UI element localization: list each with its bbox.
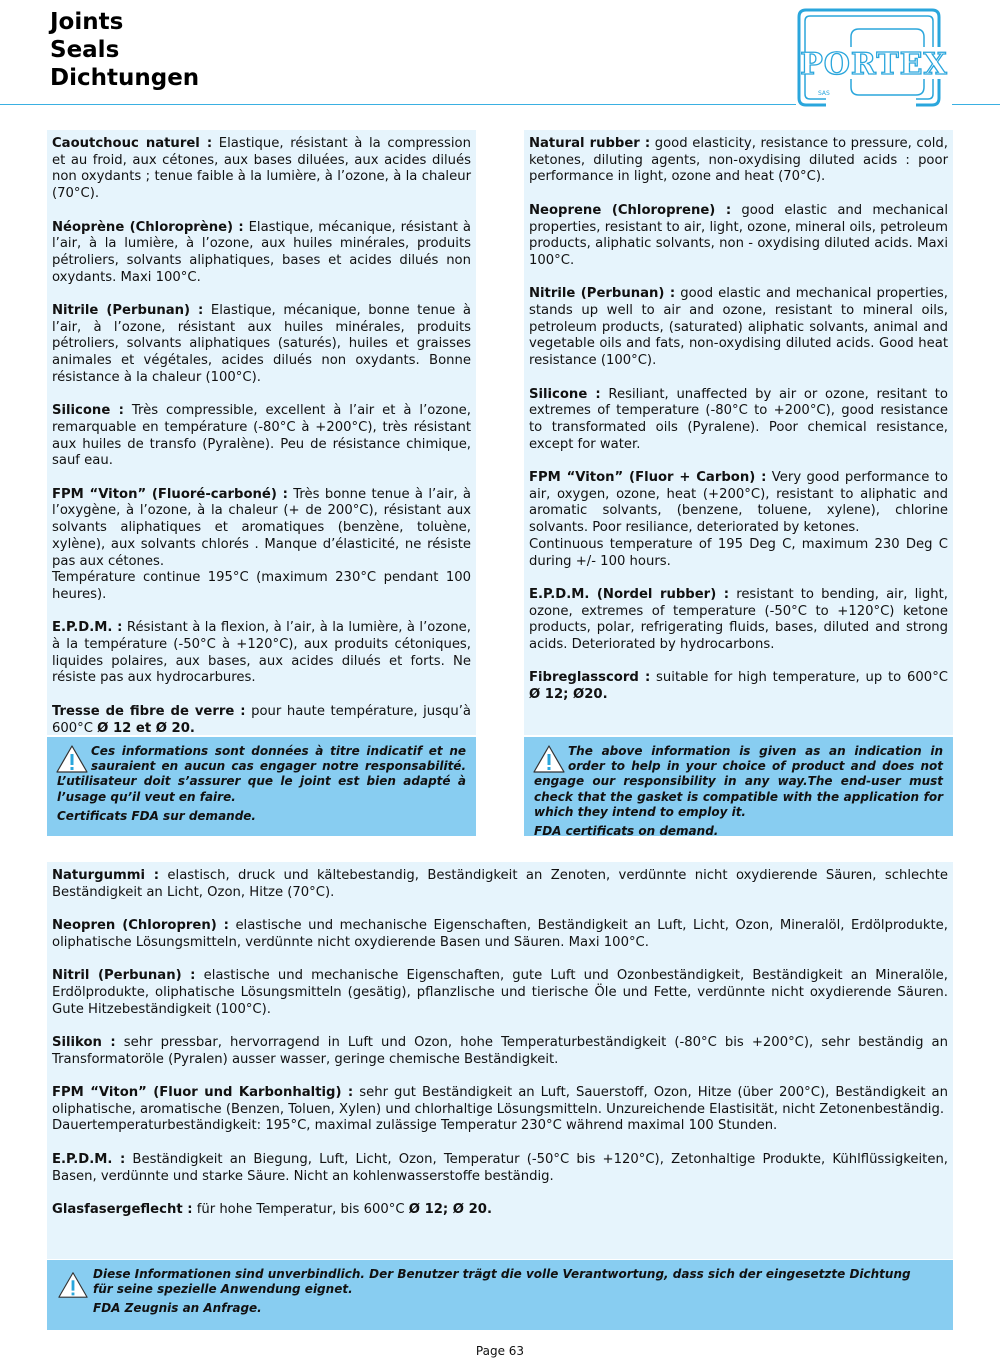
warning-icon (57, 1270, 89, 1300)
title-line-fr: Joints (50, 9, 124, 35)
disclaimer-text: Diese Informationen sind unverbindlich. Der Benutzer trägt die volle Verantwortung, dass sich der eingesetzte Dichtung für seine spezielle Anwendung eignet. (93, 1267, 911, 1297)
en-entry: Nitrile (Perbunan) : good elastic and mechanical properties, stands up well to air and ozone, resistant to mineral oils, petroleum products, (saturated) aliphatic solvants, animal and vegetable oils and fats, non-oxydising diluted acids. Good heat resistance (100°C). (529, 286, 948, 369)
portex-logo (796, 7, 952, 107)
en-entry: Silicone : Resiliant, unaffected by air or ozone, resitant to extremes of temperature (-80°C to +200°C), good resistance to transformated oils (Pyralene). Poor chemical resistance, except for water. (529, 386, 949, 452)
warning-icon (532, 744, 566, 774)
en-entry: E.P.D.M. (Nordel rubber) : resistant to bending, air, light, ozone, extremes of temperature (-50°C to +120°C) ketone products, polar, refrigerating fluids, bases, diluted and strong acids. Deteriorated by hydrocarbons. (529, 586, 948, 653)
en-entry: FPM “Viton” (Fluor + Carbon) : Very good performance to air, oxygen, ozone, heat (+200°C), resistant to aliphatic and aromatic solvants, (benzene, toluene, xylene), chlorine solvants. Poor resiliance, deteriorated by ketones. Continuous temperature of 195 Deg C, maximum 230 Deg C during +/- 100 hours. (529, 470, 948, 569)
fr-entry: E.P.D.M. : Résistant à la flexion, à l’air, à la lumière, à l’ozone, à la température (-50°C à +120°C), aux produits cétoniques, liquides polaires, aux bases, aux acides dilués et forts. Ne résiste pas aux hydrocarbures. (52, 620, 471, 686)
fr-entry: FPM “Viton” (Fluoré-carboné) : Très bonne tenue à l’air, à l’oxygène, à l’ozone, à la chaleur (+ de 200°C), résistant aux solvants aliphatiques et aromatiques (benzène, toluène, xylène), aux solvants chlorés . Manque d’élasticité, ne résiste pas aux cétones. Température continue 195°C (maximum 230°C pendant 100 heures). (52, 486, 471, 602)
de-entry: Nitril (Perbunan) : elastische und mechanische Eigenschaften, gute Luft und Ozonbeständigkeit, Beständigkeit an Mineralöle, Erdölprodukte, oliphatische Lösungsmitteln (gesätig), pflanzlische und tierische Öle und Fette, verdünnte nicht oxydierende Säuren. Gute Hitzebeständigkeit (100°C). (52, 968, 948, 1017)
title-line-de: Dichtungen (50, 65, 200, 91)
de-entry: FPM “Viton” (Fluor und Karbonhaltig) : sehr gut Beständigkeit an Luft, Sauerstoff, Ozon, Hitze (über 200°C), Beständigkeit an oliphatische, aromatische (Benzen, Toluen, Xylen) und chlorhaltige Lösungsmitteln. Unzureichende Elastisität, nicht Zetonenbeständig. Dauertemperaturbeständigkeit: 195°C, maximal zulässige Temperatur 230°C während maximal 100 Stunden. (52, 1085, 948, 1134)
english-disclaimer (524, 737, 953, 839)
fda-note: FDA certificats on demand. (534, 824, 719, 839)
fr-entry: Nitrile (Perbunan) : Elastique, mécanique, bonne tenue à l’air, à l’ozone, résistant aux huiles minérales, produits pétroliers, solvants aliphatiques (saturés), huiles et graisses animales et végétales, acides dilués non oxydants. Bonne résistance à la chaleur (100°C). (52, 303, 471, 385)
en-entry: Natural rubber : good elasticity, resistance to pressure, cold, ketones, diluting agents, non-oxydising diluted acids : poor performance in light, ozone and heat (70°C). (529, 136, 948, 185)
fr-entry: Tresse de fibre de verre : pour haute température, jusqu’à 600°C Ø 12 et Ø 20. (52, 703, 471, 736)
de-entry: Neopren (Chloropren) : elastische und mechanische Eigenschaften, Beständigkeit an Luft, Licht, Ozon, Mineralöl, Erdölprodukte, oliphatische Lösungsmitteln, verdünnte nicht oxydierende Basen und Säuren. Maxi 100°C. (52, 918, 948, 950)
fr-entry: Néoprène (Chloroprène) : Elastique, mécanique, résistant à l’air, à la lumière, à l’ozone, aux huiles minérales, produits pétroliers, solvants aliphatiques, bases et acides dilués non oxydants. Maxi 100°C. (52, 219, 471, 285)
logo-subtext: SAS (818, 90, 830, 97)
en-entry: Fibreglasscord : suitable for high temperature, up to 600°C Ø 12; Ø20. (529, 670, 948, 703)
page-number: Page 63 (475, 1344, 525, 1358)
fr-entry: Silicone : Très compressible, excellent à l’air et à l’ozone, remarquable en température (-80°C à +200°C), très résistant aux huiles de transfo (Pyralène). Peu de résistance chimique, sauf eau. (52, 403, 471, 469)
disclaimer-text: Ces informations sont données à titre indicatif et ne sauraient en aucun cas engager notre responsabilité. L’utilisateur doit s’assurer que le joint est bien adapté à l’usage qu’il veut en faire. (57, 744, 466, 804)
de-entry: Silikon : sehr pressbar, hervorragend in Luft und Ozon, hohe Temperaturbeständigkeit (-80°C bis +200°C), sehr beständig an Transformatoröle (Pyralen) ausser wasser, geringe chemische Beständigkeit. (52, 1034, 948, 1067)
de-entry: E.P.D.M. : Beständigkeit an Biegung, Luft, Licht, Ozon, Temperatur (-50°C bis +120°C), Zetonhaltige Produkte, Kühlflüssigkeiten, Basen, verdünnte und starke Säure. Nicht an kohlenwasserstoffe beständig. (52, 1151, 948, 1184)
en-entry: Neoprene (Chloroprene) : good elastic and mechanical properties, resistant to air, light, ozone, mineral oils, petroleum products, aliphatic solvants, non - oxydising diluted acids. Maxi 100°C. (529, 202, 948, 268)
logo-text: PORTEX (800, 47, 948, 82)
french-section (47, 130, 476, 735)
french-disclaimer (47, 737, 476, 836)
fda-note: Certificats FDA sur demande. (57, 808, 256, 823)
fr-entry: Caoutchouc naturel : Elastique, résistant à la compression et au froid, aux cétones, aux bases diluées, aux acides dilués non oxydants ; tenue faible à la lumière, à l’ozone, à la chaleur (70°C). (52, 136, 471, 202)
english-section (524, 130, 953, 735)
title-line-en: Seals (50, 37, 120, 63)
fda-note: FDA Zeugnis an Anfrage. (93, 1301, 262, 1316)
warning-icon (55, 744, 89, 774)
german-disclaimer (47, 1260, 953, 1330)
german-section (47, 862, 953, 1259)
disclaimer-text: The above information is given as an indication in order to help in your choice of product and does not engage our responsibility in any way.The end-user must check that the gasket is compatible with the application for which they intend to employ it. (534, 744, 943, 819)
de-entry: Glasfasergeflecht : für hohe Temperatur, bis 600°C Ø 12; Ø 20. (52, 1201, 492, 1217)
page-title (50, 8, 199, 92)
de-entry: Naturgummi : elastisch, druck und kältebestandig, Beständigkeit an Zenoten, verdünnte nicht oxydierende Säuren, schlechte Beständigkeit an Licht, Ozon, Hitze (70°C). (52, 868, 948, 900)
